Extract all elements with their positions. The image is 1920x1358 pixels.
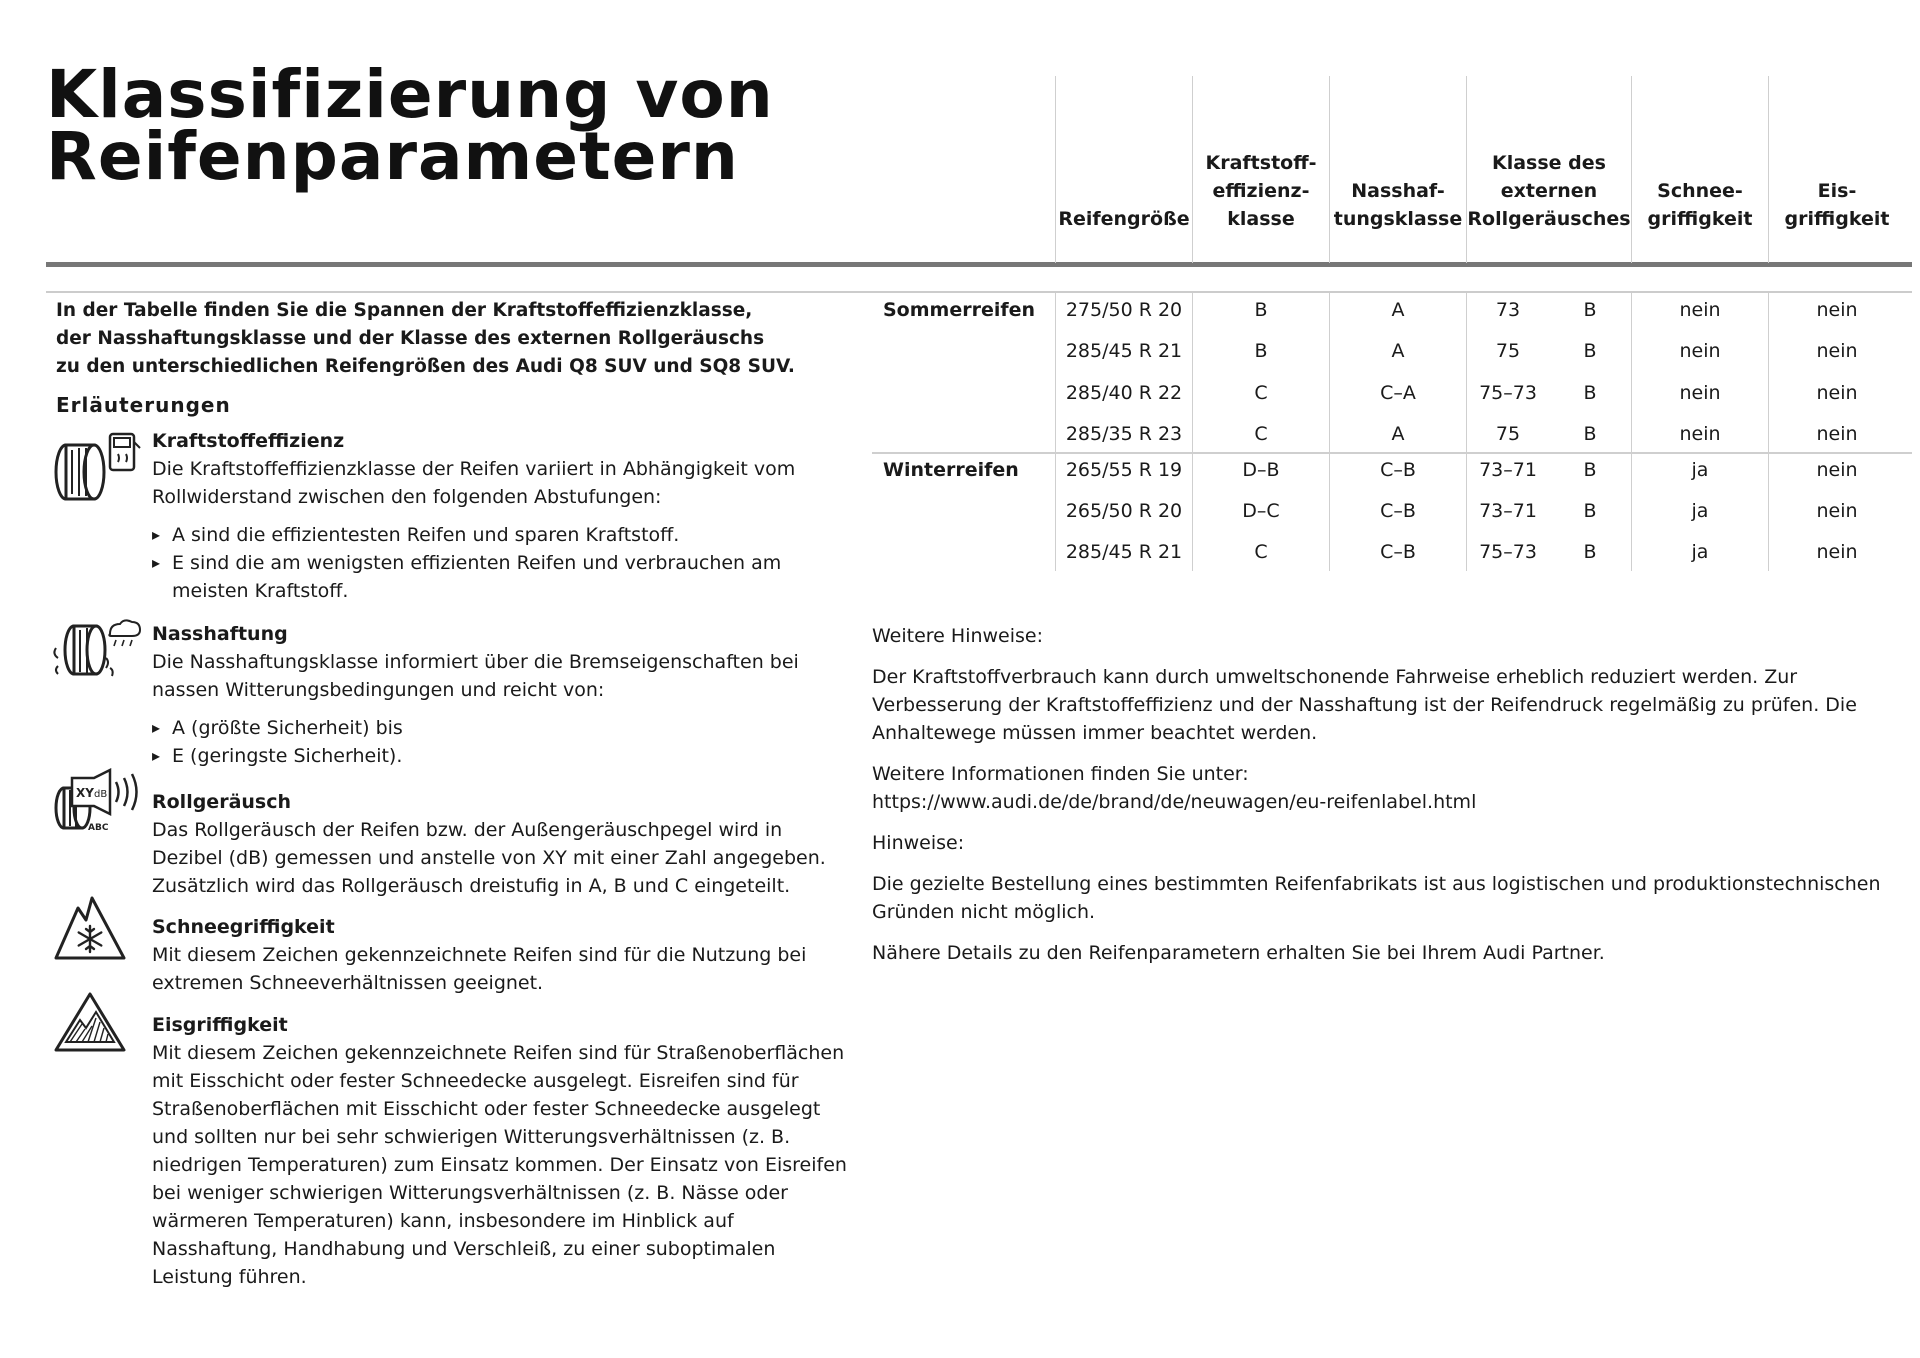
cell-db: 73 (1495, 299, 1521, 321)
notes-paragraph-1: Der Kraftstoffverbrauch kann durch umweltschonende Fahrweise erheblich reduziert werden. Zur Verbesserung der Kraftstoffeffizienz und der Nasshaftung ist der Reifendruck regelmäßig zu prüfen. Die Anhaltewege müssen immer beachtet werden. (872, 666, 1857, 744)
cell-db: 75 (1495, 340, 1521, 362)
cell-wet: A (1391, 423, 1405, 445)
cell-noise: B (1583, 500, 1597, 522)
header-fuel-line: effizienz- (1212, 180, 1310, 202)
column-divider (1768, 76, 1769, 263)
cell-db: 75–73 (1479, 541, 1537, 563)
cell-wet: C–B (1380, 500, 1416, 522)
cell-wet: C–A (1380, 382, 1416, 404)
cell-wet: C–B (1380, 541, 1416, 563)
rolling-noise-icon (52, 768, 144, 832)
header-size-label: Reifengröße (1058, 208, 1190, 230)
cell-noise: B (1583, 541, 1597, 563)
title-line-1: Klassifizierung von (46, 56, 774, 133)
legend-fuel (152, 427, 852, 605)
notes-info-url: https://www.audi.de/de/brand/de/neuwagen/eu-reifenlabel.html (872, 791, 1477, 813)
snowflake-mountain-icon (52, 894, 128, 964)
cell-fuel: D–B (1242, 459, 1280, 481)
cell-db: 73–71 (1479, 459, 1537, 481)
header-noise-line: externen (1500, 180, 1598, 202)
noise-icon-unit: dB (94, 789, 108, 800)
notes-paragraph-2 (872, 760, 1912, 816)
intro-line-2: der Nasshaftungsklasse und der Klasse des externen Rollgeräuschs (56, 328, 765, 349)
header-fuel-line: klasse (1227, 208, 1295, 230)
cell-wet: C–B (1380, 459, 1416, 481)
list-item: ▸ A sind die effizientesten Reifen und sparen Kraftstoff. (152, 521, 852, 549)
cell-ice: nein (1816, 423, 1858, 445)
cell-db: 75–73 (1479, 382, 1537, 404)
notes-info-label: Weitere Informationen finden Sie unter: (872, 763, 1249, 785)
header-size (1056, 205, 1192, 233)
legend-wet-list (152, 714, 852, 770)
cell-ice: nein (1816, 299, 1858, 321)
cell-size: 265/55 R 19 (1065, 459, 1183, 481)
cell-size: 285/40 R 22 (1065, 382, 1183, 404)
header-noise-line: Rollgeräusches (1467, 208, 1631, 230)
cell-size: 285/45 R 21 (1065, 541, 1183, 563)
column-divider (1055, 76, 1056, 263)
header-rule (46, 262, 1912, 267)
cell-fuel: C (1254, 541, 1268, 563)
list-item: ▸ E sind die am wenigsten effizienten Reifen und verbrauchen am meisten Kraftstoff. (152, 549, 852, 605)
legend-noise-title: Rollgeräusch (152, 791, 292, 813)
notes-heading-1: Weitere Hinweise: (872, 625, 1044, 647)
noise-icon-classes: ABC (88, 823, 109, 832)
cell-fuel: B (1254, 340, 1268, 362)
header-ice-line: griffigkeit (1784, 208, 1890, 230)
cell-snow: ja (1691, 500, 1709, 522)
cell-ice: nein (1816, 459, 1858, 481)
group-divider (872, 452, 1912, 454)
cell-snow: ja (1691, 541, 1709, 563)
notes-paragraph-4: Nähere Details zu den Reifenparametern erhalten Sie bei Ihrem Audi Partner. (872, 942, 1605, 964)
header-ice-line: Eis- (1817, 180, 1857, 202)
column-divider (1329, 76, 1330, 263)
noise-icon-label: XY (76, 786, 94, 800)
notes-heading-2: Hinweise: (872, 832, 965, 854)
cell-noise: B (1583, 299, 1597, 321)
cell-db: 75 (1495, 423, 1521, 445)
legend-wet (152, 620, 852, 770)
header-snow (1632, 177, 1768, 233)
cell-ice: nein (1816, 541, 1858, 563)
cell-wet: A (1391, 299, 1405, 321)
legend-heading: Erläuterungen (56, 393, 231, 417)
header-noise (1467, 149, 1631, 233)
intro-line-1: In der Tabelle finden Sie die Spannen der Kraftstoffeffizienzklasse, (56, 300, 753, 321)
cell-size: 265/50 R 20 (1065, 500, 1183, 522)
legend-ice (152, 1011, 852, 1291)
group-winter: Winterreifen (883, 459, 1019, 481)
cell-noise: B (1583, 459, 1597, 481)
cell-wet: A (1391, 340, 1405, 362)
cell-ice: nein (1816, 340, 1858, 362)
cell-noise: B (1583, 423, 1597, 445)
cell-snow: nein (1679, 382, 1721, 404)
cell-snow: nein (1679, 340, 1721, 362)
list-item: ▸ E (geringste Sicherheit). (152, 742, 852, 770)
cell-snow: ja (1691, 459, 1709, 481)
page-title (46, 56, 774, 195)
cell-fuel: C (1254, 423, 1268, 445)
header-wet-line: tungsklasse (1333, 208, 1463, 230)
header-noise-line: Klasse des (1492, 152, 1606, 174)
intro-text (56, 297, 826, 381)
legend-snow-title: Schneegriffigkeit (152, 916, 335, 938)
header-ice (1769, 177, 1905, 233)
header-wet-line: Nasshaf- (1351, 180, 1445, 202)
intro-line-3: zu den unterschiedlichen Reifengrößen des Audi Q8 SUV und SQ8 SUV. (56, 356, 795, 377)
cell-ice: nein (1816, 382, 1858, 404)
notes-paragraph-3: Die gezielte Bestellung eines bestimmten Reifenfabrikats ist aus logistischen und produktionstechnischen Gründen nicht möglich. (872, 873, 1881, 923)
wet-grip-icon (52, 618, 142, 680)
fuel-efficiency-icon (52, 432, 142, 504)
group-summer: Sommerreifen (883, 299, 1036, 321)
ice-mountain-icon (52, 990, 128, 1056)
cell-size: 285/35 R 23 (1065, 423, 1183, 445)
legend-noise (152, 788, 852, 900)
legend-fuel-text: Die Kraftstoffeffizienzklasse der Reifen variiert in Abhängigkeit vom Rollwiderstand zwischen den folgenden Abstufungen: (152, 458, 796, 508)
header-wet (1330, 177, 1466, 233)
legend-snow-text: Mit diesem Zeichen gekennzeichnete Reifen sind für die Nutzung bei extremen Schneeverhältnissen geeignet. (152, 944, 807, 994)
cell-ice: nein (1816, 500, 1858, 522)
header-fuel-line: Kraftstoff- (1205, 152, 1317, 174)
legend-ice-text: Mit diesem Zeichen gekennzeichnete Reifen sind für Straßenoberflächen mit Eisschicht oder fester Schneedecke ausgelegt. Eisreifen sind für Straßenoberflächen mit Eisschicht oder fester Schneedecke ausgelegt und sollten nur bei sehr schwierigen Witterungsverhältnissen (z. B. niedrigen Temperaturen) zum Einsatz kommen. Der Einsatz von Eisreifen bei weniger schwierigen Witterungsverhältnissen (z. B. Nässe oder wärmeren Temperaturen) kann, insbesondere im Hinblick auf Nasshaftung, Handhabung und Verschleiß, zu einer suboptimalen Leistung führen. (152, 1042, 847, 1288)
legend-fuel-title: Kraftstoffeffizienz (152, 430, 345, 452)
list-item: ▸ A (größte Sicherheit) bis (152, 714, 852, 742)
cell-fuel: B (1254, 299, 1268, 321)
cell-fuel: D–C (1242, 500, 1280, 522)
legend-noise-text: Das Rollgeräusch der Reifen bzw. der Außengeräuschpegel wird in Dezibel (dB) gemessen und anstelle von XY mit einer Zahl angegeben. Zusätzlich wird das Rollgeräusch dreistufig in A, B und C eingeteilt. (152, 819, 826, 897)
cell-size: 275/50 R 20 (1065, 299, 1183, 321)
divider (46, 291, 1912, 293)
cell-db: 73–71 (1479, 500, 1537, 522)
header-snow-line: griffigkeit (1647, 208, 1753, 230)
legend-wet-text: Die Nasshaftungsklasse informiert über die Bremseigenschaften bei nassen Witterungsbedingungen und reicht von: (152, 651, 799, 701)
cell-noise: B (1583, 340, 1597, 362)
notes (872, 622, 1912, 980)
cell-snow: nein (1679, 299, 1721, 321)
column-divider (1631, 76, 1632, 263)
header-fuel (1193, 149, 1329, 233)
legend-fuel-list (152, 521, 852, 605)
cell-noise: B (1583, 382, 1597, 404)
cell-snow: nein (1679, 423, 1721, 445)
legend-ice-title: Eisgriffigkeit (152, 1014, 288, 1036)
header-snow-line: Schnee- (1657, 180, 1743, 202)
legend-wet-title: Nasshaftung (152, 623, 288, 645)
legend-snow (152, 913, 852, 997)
title-line-2: Reifenparametern (46, 118, 739, 195)
cell-size: 285/45 R 21 (1065, 340, 1183, 362)
cell-fuel: C (1254, 382, 1268, 404)
